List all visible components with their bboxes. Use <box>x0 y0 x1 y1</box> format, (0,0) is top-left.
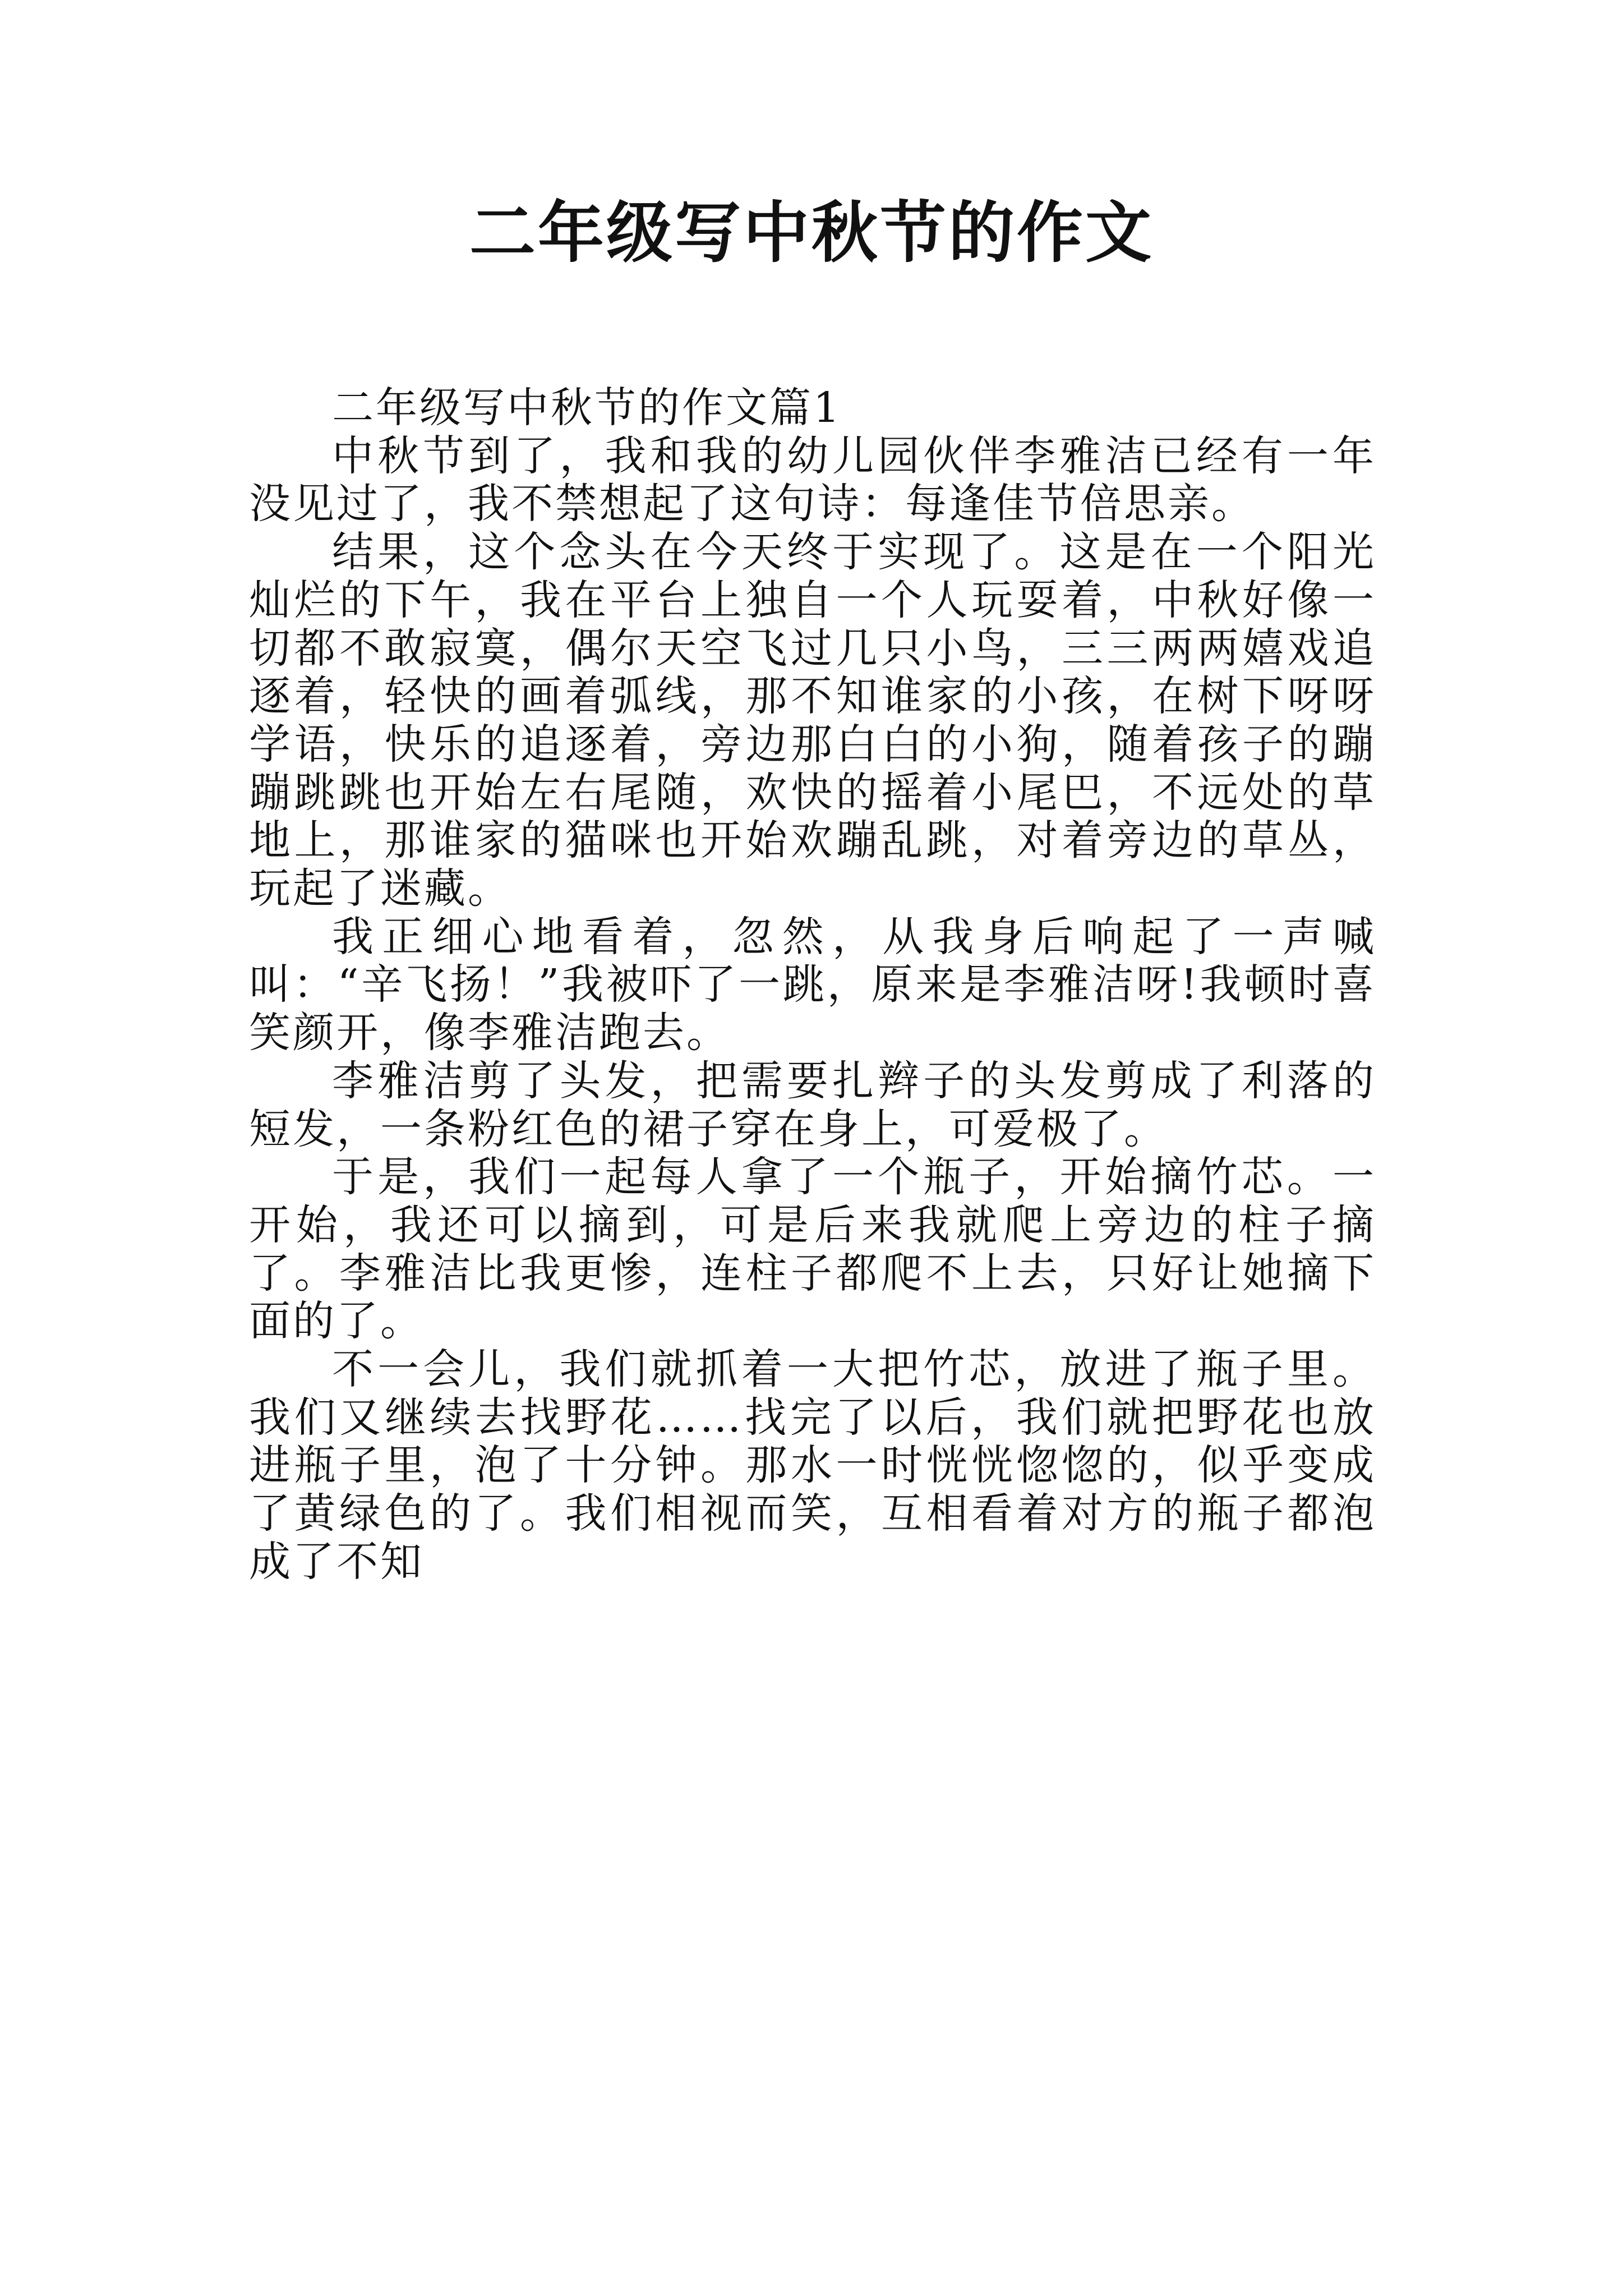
section-subtitle: 二年级写中秋节的作文篇1 <box>332 384 842 432</box>
document-body <box>249 384 1376 1586</box>
paragraph: 结果，这个念头在今天终于实现了。这是在一个阳光灿烂的下午，我在平台上独自一个人玩耍着，中秋好像一切都不敢寂寞，偶尔天空飞过几只小鸟，三三两两嬉戏追逐着，轻快的画着弧线，那不知谁家的小孩，在树下呀呀学语，快乐的追逐着，旁边那白白的小狗，随着孩子的蹦蹦跳跳也开始左右尾随，欢快的摇着小尾巴，不远处的草地上，那谁家的猫咪也开始欢蹦乱跳，对着旁边的草丛，玩起了迷藏。 <box>249 528 1376 913</box>
paragraph: 不一会儿，我们就抓着一大把竹芯，放进了瓶子里。我们又继续去找野花……找完了以后，我们就把野花也放进瓶子里，泡了十分钟。那水一时恍恍惚惚的，似乎变成了黄绿色的了。我们相视而笑，互相看着对方的瓶子都泡成了不知 <box>249 1345 1376 1586</box>
paragraph: 于是，我们一起每人拿了一个瓶子，开始摘竹芯。一开始，我还可以摘到，可是后来我就爬上旁边的柱子摘了。李雅洁比我更惨，连柱子都爬不上去，只好让她摘下面的了。 <box>249 1153 1376 1346</box>
paragraph: 我正细心地看着，忽然，从我身后响起了一声喊叫：“辛飞扬！”我被吓了一跳，原来是李雅洁呀!我顿时喜笑颜开，像李雅洁跑去。 <box>249 912 1376 1057</box>
paragraph: 李雅洁剪了头发，把需要扎辫子的头发剪成了利落的短发，一条粉红色的裙子穿在身上，可爱极了。 <box>249 1056 1376 1153</box>
paragraph: 中秋节到了，我和我的幼儿园伙伴李雅洁已经有一年没见过了，我不禁想起了这句诗：每逢佳节倍思亲。 <box>249 431 1376 528</box>
document-title: 二年级写中秋节的作文 <box>469 194 1154 272</box>
